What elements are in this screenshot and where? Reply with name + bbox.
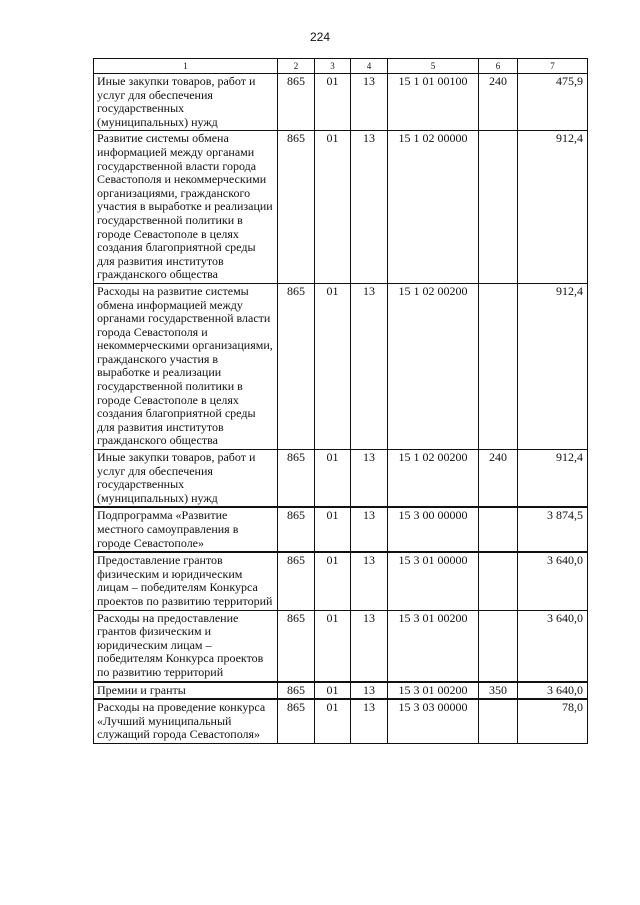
table-row [94, 507, 588, 552]
table-row [94, 283, 588, 449]
row-ved: 865 [278, 682, 315, 700]
row-vr [479, 699, 518, 743]
column-header: 2 [278, 59, 315, 74]
row-sum: 912,4 [518, 450, 588, 508]
budget-table [93, 58, 588, 744]
table-row [94, 699, 588, 743]
row-name: Расходы на развитие системы обмена информацией между органами государственной власти города Севастополя и некоммерческими организациями, гражданского участия в выработке и реализации государственной политики в городе Севастополе в целях создания благоприятной среды для развития институтов гражданского общества [94, 283, 278, 449]
row-rz: 01 [315, 283, 351, 449]
row-csr: 15 3 03 00000 [388, 699, 479, 743]
row-ved: 865 [278, 610, 315, 681]
row-pr: 13 [351, 507, 388, 552]
column-header: 3 [315, 59, 351, 74]
row-pr: 13 [351, 610, 388, 681]
row-vr [479, 507, 518, 552]
column-header: 1 [94, 59, 278, 74]
row-name: Премии и гранты [94, 682, 278, 700]
row-vr: 240 [479, 74, 518, 131]
row-ved: 865 [278, 699, 315, 743]
column-header: 4 [351, 59, 388, 74]
row-csr: 15 1 02 00200 [388, 283, 479, 449]
row-csr: 15 3 01 00200 [388, 682, 479, 700]
row-vr [479, 131, 518, 284]
row-pr: 13 [351, 131, 388, 284]
row-rz: 01 [315, 450, 351, 508]
row-rz: 01 [315, 610, 351, 681]
row-csr: 15 1 01 00100 [388, 74, 479, 131]
page-number: 224 [309, 30, 331, 44]
row-sum: 3 640,0 [518, 610, 588, 681]
row-pr: 13 [351, 450, 388, 508]
row-name: Иные закупки товаров, работ и услуг для обеспечения государственных (муниципальных) нужд [94, 74, 278, 131]
row-name: Развитие системы обмена информацией между органами государственной власти города Севастополя и некоммерческими организациями, гражданского участия в выработке и реализации государственной политики в городе Севастополе в целях создания благоприятной среды для развития институтов гражданского общества [94, 131, 278, 284]
row-sum: 912,4 [518, 283, 588, 449]
table-row [94, 131, 588, 284]
row-rz: 01 [315, 699, 351, 743]
row-vr [479, 552, 518, 610]
row-pr: 13 [351, 699, 388, 743]
table-row [94, 450, 588, 508]
row-rz: 01 [315, 74, 351, 131]
row-ved: 865 [278, 552, 315, 610]
row-vr: 240 [479, 450, 518, 508]
column-header: 5 [388, 59, 479, 74]
row-csr: 15 1 02 00000 [388, 131, 479, 284]
row-ved: 865 [278, 131, 315, 284]
row-sum: 475,9 [518, 74, 588, 131]
row-sum: 3 874,5 [518, 507, 588, 552]
row-vr: 350 [479, 682, 518, 700]
row-sum: 3 640,0 [518, 682, 588, 700]
table-row [94, 682, 588, 700]
row-rz: 01 [315, 682, 351, 700]
row-ved: 865 [278, 450, 315, 508]
row-ved: 865 [278, 74, 315, 131]
table-row [94, 552, 588, 610]
row-csr: 15 1 02 00200 [388, 450, 479, 508]
row-vr [479, 610, 518, 681]
row-name: Подпрограмма «Развитие местного самоуправления в городе Севастополе» [94, 507, 278, 552]
row-csr: 15 3 01 00000 [388, 552, 479, 610]
header-row [94, 59, 588, 74]
row-pr: 13 [351, 682, 388, 700]
column-header: 6 [479, 59, 518, 74]
row-rz: 01 [315, 507, 351, 552]
table-row [94, 74, 588, 131]
column-header: 7 [518, 59, 588, 74]
row-csr: 15 3 00 00000 [388, 507, 479, 552]
row-name: Расходы на проведение конкурса «Лучший муниципальный служащий города Севастополя» [94, 699, 278, 743]
table-row [94, 610, 588, 681]
row-name: Предоставление грантов физическим и юридическим лицам – победителям Конкурса проектов по развитию территорий [94, 552, 278, 610]
row-name: Иные закупки товаров, работ и услуг для обеспечения государственных (муниципальных) нужд [94, 450, 278, 508]
row-rz: 01 [315, 131, 351, 284]
row-name: Расходы на предоставление грантов физическим и юридическим лицам – победителям Конкурса проектов по развитию территорий [94, 610, 278, 681]
row-pr: 13 [351, 74, 388, 131]
row-ved: 865 [278, 283, 315, 449]
row-sum: 912,4 [518, 131, 588, 284]
row-pr: 13 [351, 283, 388, 449]
row-rz: 01 [315, 552, 351, 610]
row-sum: 78,0 [518, 699, 588, 743]
row-csr: 15 3 01 00200 [388, 610, 479, 681]
row-sum: 3 640,0 [518, 552, 588, 610]
row-ved: 865 [278, 507, 315, 552]
row-vr [479, 283, 518, 449]
row-pr: 13 [351, 552, 388, 610]
